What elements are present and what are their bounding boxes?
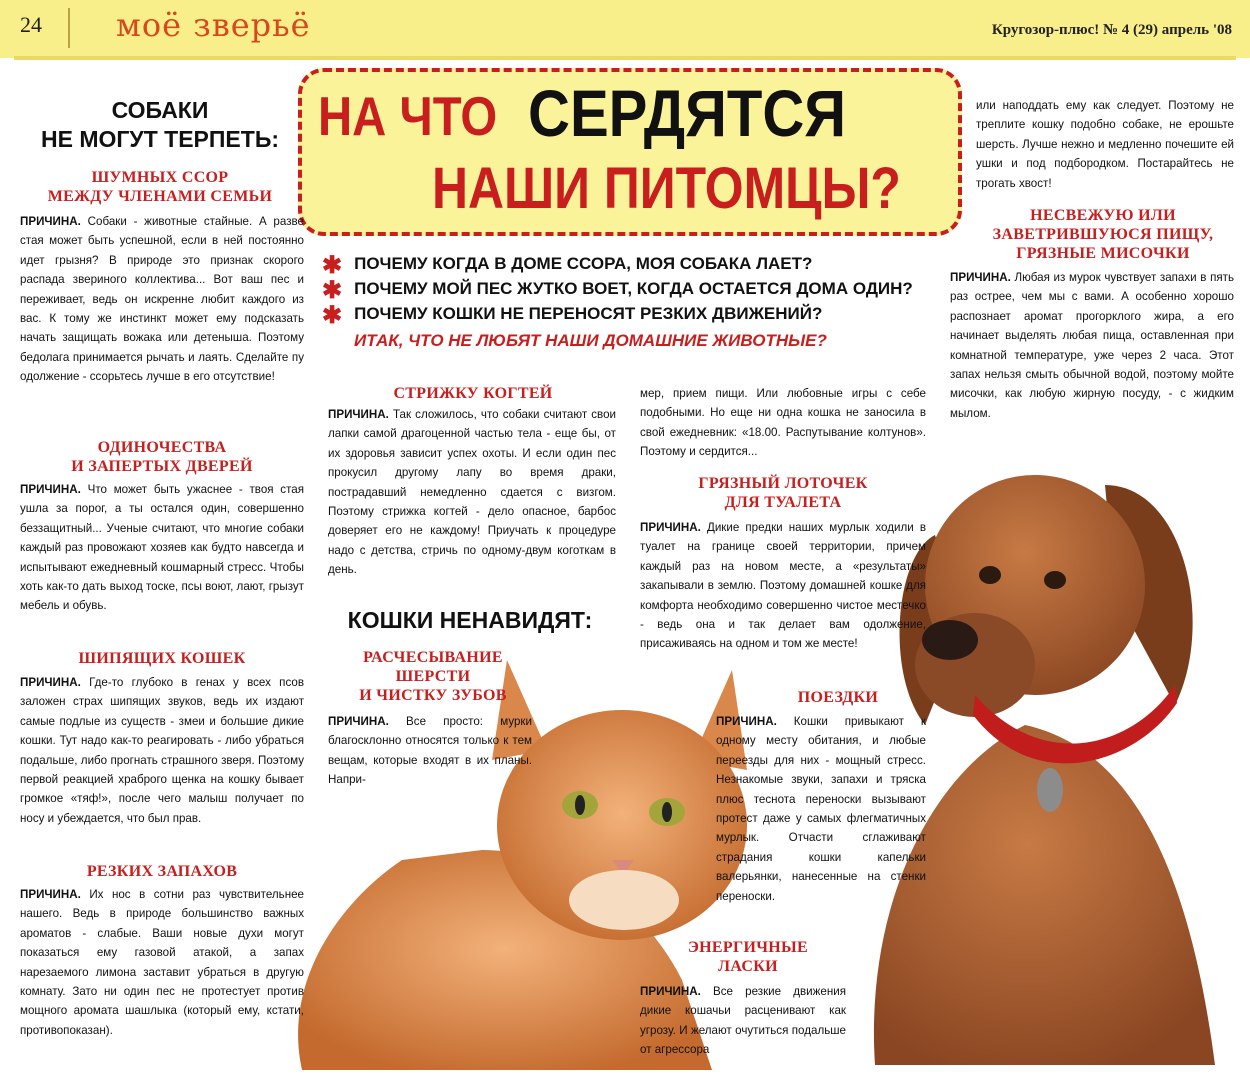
title-line2: НАШИ ПИТОМЦЫ?: [432, 156, 901, 221]
title-line1-black: СЕРДЯТСЯ: [528, 76, 847, 150]
cat-section-text: ПРИЧИНА. Все резкие движения дикие кошачьи расценивают как угрозу. И желают очутиться подальше от агрессора: [640, 985, 846, 1057]
star-icon: ✱: [322, 252, 343, 279]
header-divider: [68, 8, 70, 48]
cat-section-text: ПРИЧИНА. Любая из мурок чувствует запахи в пять раз острее, чем мы с вами. А особенно хорошо распознает аромат прогорклого жира, а его начинает выделять любая пища, оставленная при комнатной температуре, уже через 2 часа. Этот запах нельзя смыть обычной водой, поэтому мойте мисочки, как любую жирную посуду, - с жидким мылом.: [950, 271, 1234, 420]
cats-heading: КОШКИ НЕНАВИДЯТ:: [347, 607, 593, 633]
question-item: ✱ ПОЧЕМУ МОЙ ПЕС ЖУТКО ВОЕТ, КОГДА ОСТАЕТСЯ ДОМА ОДИН?: [322, 277, 913, 304]
cat-section-title: ЭНЕРГИЧНЫЕ ЛАСКИ: [688, 939, 808, 975]
title-line1-red: НА ЧТО: [318, 85, 498, 147]
cat-section-text: ПРИЧИНА. Дикие предки наших мурлык ходили в туалет на границе своей территории, причем каждый раз на новом месте, а «результаты» закапывали в землю. Поэтому домашней кошке для комфорта необходимо совершенно чистое местечко - ведь она и так делает вам одолжение, присаживаясь на одном и том же месте!: [640, 521, 926, 651]
dogs-heading: СОБАКИ НЕ МОГУТ ТЕРПЕТЬ:: [40, 97, 280, 152]
star-icon: ✱: [322, 277, 343, 304]
dog-section-title: ОДИНОЧЕСТВА И ЗАПЕРТЫХ ДВЕРЕЙ: [71, 439, 253, 475]
star-icon: ✱: [322, 302, 343, 329]
cat-section-text: ПРИЧИНА. Все просто: мурки благосклонно относятся только к тем вещам, которые входят в их планы. Напри-: [328, 715, 532, 787]
dog-section-text: ПРИЧИНА. Собаки - животные стайные. А разве стая может быть успешной, если в ней постоянно идет грызня? В природе это признак скорого распада звериного коллектива... Вот ваш пес и переживает, ведь он искренне любит каждого из вас. К тому же инстинкт может ему подсказать начать защищать вожака или детеныша. Поэтому бедолага принимается рычать и лаять. Сделайте пу одолжение - ссорьтесь лучше в его отсутствие!: [20, 215, 304, 384]
cat-section-title: ГРЯЗНЫЙ ЛОТОЧЕК ДЛЯ ТУАЛЕТА: [698, 475, 868, 511]
header-rule: [14, 56, 1236, 60]
cat-section-title: НЕСВЕЖУЮ ИЛИ ЗАВЕТРИВШУЮСЯ ПИЩУ, ГРЯЗНЫЕ МИСОЧКИ: [992, 207, 1214, 262]
cat-section-title: РАСЧЕСЫВАНИЕ ШЕРСТИ И ЧИСТКУ ЗУБОВ: [359, 649, 507, 704]
dog-section-title: ШУМНЫХ ССОР МЕЖДУ ЧЛЕНАМИ СЕМЬИ: [47, 169, 273, 205]
dog-section-text: ПРИЧИНА. Что может быть ужаснее - твоя стая ушла за порог, а ты остался один, совершенно беззащитный... Ученые считают, что многие собаки каждый раз провожают хозяев как будто навсегда и испытывают ежедневный кошмарный стресс. Чтобы хоть как-то дать выход тоске, псы воют, лают, грызут мебель и обувь.: [20, 483, 304, 613]
dog-section-text: ПРИЧИНА. Где-то глубоко в генах у всех псов заложен страх шипящих звуков, ведь их издают самые подлые из существ - змеи и большие дикие кошки. Тут надо как-то реагировать - либо убраться подальше, либо прогнать страшного зверя. Поэтому первой реакцией храброго щенка на кошку бывает громкое «тяф!», после чего малыш получает по носу и убеждается, что был прав.: [20, 676, 304, 825]
page-number: 24: [20, 12, 42, 37]
cat-section-title: ПОЕЗДКИ: [797, 689, 879, 706]
dog-section-title: СТРИЖКУ КОГТЕЙ: [393, 385, 553, 402]
question-item: ✱ ПОЧЕМУ КОГДА В ДОМЕ ССОРА, МОЯ СОБАКА ЛАЕТ?: [322, 252, 813, 279]
issue-info: Кругозор-плюс! № 4 (29) апрель '08: [991, 22, 1232, 38]
question-item: ✱ ПОЧЕМУ КОШКИ НЕ ПЕРЕНОСЯТ РЕЗКИХ ДВИЖЕНИЙ?: [322, 302, 823, 329]
dog-section-title: ШИПЯЩИХ КОШЕК: [78, 650, 246, 667]
section-name: моё зверьё: [116, 6, 311, 44]
dog-section-title: РЕЗКИХ ЗАПАХОВ: [86, 863, 238, 880]
dog-section-text: ПРИЧИНА. Их нос в сотни раз чувствительнее нашего. Ведь в природе большинство важных ароматов - слабые. Ваши новые духи могут показаться ему газовой атакой, а запах нарезаемого лимона заставит убраться в другую комнату. Зато ни один пес не протестует против мощного аромата шашлыка (который ему, кстати, противопоказан).: [20, 888, 304, 1037]
dog-section-text: ПРИЧИНА. Так сложилось, что собаки считают свои лапки самой драгоценной частью тела - еще бы, от их здоровья зависит успех охоты. И если один пес прокусил другому лапу во время драки, пострадавший немедленно сдается с визгом. Поэтому стрижка когтей - дело опасное, барбос доверяет его не каждому! Приучать к процедуре надо с детства, стричь по одному-двум коготкам в день.: [328, 408, 616, 577]
cat-section-text: ПРИЧИНА. Кошки привыкают к одному месту обитания, и любые переезды для них - мощный стресс. Незнакомые звуки, запахи и тряска плюс теснота переноски вызывают протест даже у самых флегматичных мурлык. Отчасти сглаживают страдания кошки капельки валерьянки, нанесенные на стенки переноски.: [716, 715, 926, 903]
cat-section-text-continued: мер, прием пищи. Или любовные игры с себе подобными. Но еще ни одна кошка не заносила в свой ежедневник: «18.00. Распутывание колтунов». Поэтому и сердится...: [640, 387, 926, 459]
questions-conclusion: ИТАК, ЧТО НЕ ЛЮБЯТ НАШИ ДОМАШНИЕ ЖИВОТНЫЕ?: [354, 331, 827, 350]
cat-section-text-continued: или наподдать ему как следует. Поэтому не треплите кошку подобно собаке, не ерошьте шерсть. Лучше нежно и медленно почешите ей ушки и под подбородком. Постарайтесь не трогать хвост!: [976, 99, 1234, 190]
